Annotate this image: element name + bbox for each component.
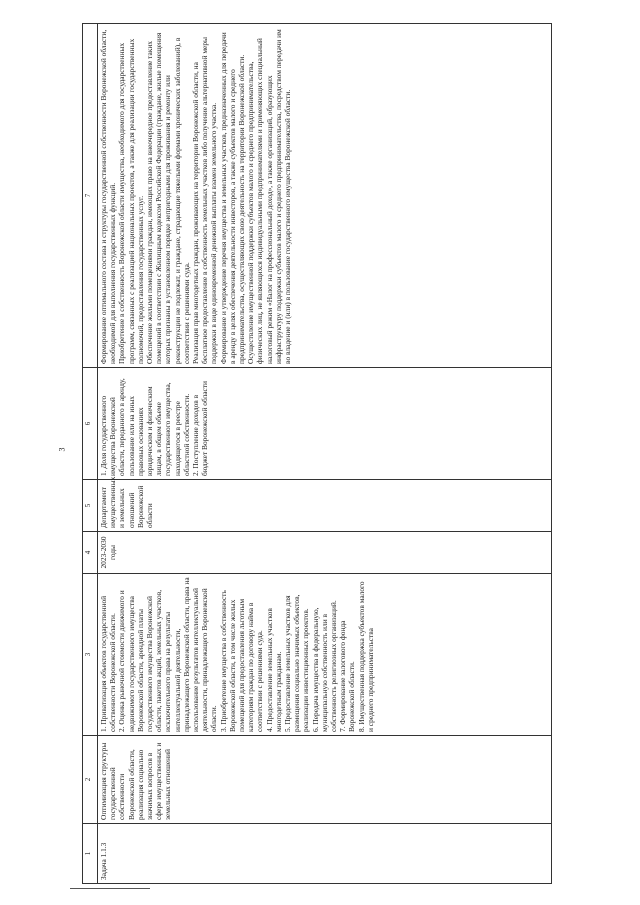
header-col-4: 4 <box>83 532 98 574</box>
measure-item: 1. Приватизация объектов государственной собственности Воронежской области. <box>99 595 118 732</box>
footer-rule <box>70 888 150 889</box>
table-header-row <box>83 24 98 884</box>
indicator-item: 1. Доля государственного имущества Воронежской области, переданного в аренду, пользование или на иных правовых основаниях юридическим и физическим лицам, в общем объеме государственного имущества, находящегося в реестре областной собственности. <box>99 378 191 476</box>
page-number: 3 <box>57 447 67 452</box>
result-item: Приобретение в собственность Воронежской области имущества, необходимого для государственных программ, связанных с реализацией национальных проектов, а также для реализации государственных полномочий, предоставления государственных услуг. <box>117 38 145 364</box>
header-col-3: 3 <box>83 574 98 736</box>
indicators-cell <box>98 368 552 480</box>
task-cell: Задача 1.1.3 <box>98 824 552 884</box>
result-item: Осуществление имущественной поддержки субъектов малого и среднего предпринимательства, физических лиц, не являющихся индивидуальными предпринимателями и применяющих специальный налоговый режим «Налог на профессиональный доход», а также организаций, образующих инфраструктуру поддержки субъектов малого и среднего предпринимательства, посредством передачи им во владение и (или) в пользование государственного имущества Воронежской области. <box>246 29 293 364</box>
measures-cell <box>98 574 552 736</box>
measure-item: 5. Предоставление земельных участков для размещения социально значимых объектов, реализации инвестиционных проектов. <box>283 594 311 732</box>
result-item: Обеспечение жилыми помещениями граждан, имеющих право на внеочередное предоставление таких помещений в соответствии с Жилищным кодексом Российской Федерации (граждане, жилые помещения которых признаны в установленном порядке непригодными для проживания и ремонту или реконструкции не подлежат, и граждане, страдающие тяжелыми формами хронических заболеваний), в соответствии с решениями суда. <box>145 32 191 364</box>
measure-item: 2. Оценка рыночной стоимости движимого и недвижимого государственного имущества Воронежской области, арендной платы государственного имущества Воронежской области, пакетов акций, земельных участков, исключительного права на результаты интеллектуальной деятельности, принадлежащего Воронежской области, права на использование результатов интеллектуальной деятельности, принадлежащего Воронежской области. <box>117 577 219 732</box>
goal-cell: Оптимизация структуры государственной собственности Воронежской области, реализация социально значимых вопросов в сфере имущественных и земельных отношений <box>98 736 552 824</box>
indicator-item: 2. Поступление доходов в бюджет Воронежской области <box>191 381 210 476</box>
measure-item: 3. Приобретение имущества в собственность Воронежской области, в том числе жилых помещений для предоставления льготным категориям граждан по договору найма в соответствии с решениями суда. <box>218 590 265 732</box>
results-cell <box>98 24 552 368</box>
result-item: Формирование оптимального состава и структуры государственной собственности Воронежской области, необходимой для выполнения государственных функций. <box>99 29 118 364</box>
table-row <box>98 24 552 884</box>
program-table <box>82 23 552 884</box>
measure-item: 8. Имущественная поддержка субъектов малого и среднего предпринимательства <box>356 581 375 732</box>
header-col-5: 5 <box>83 480 98 532</box>
result-item: Реализация прав многодетных граждан, проживающих на территории Воронежской области, на бесплатное предоставление в собственность земельных участков либо получение альтернативной меры поддержки в виде единовременной денежной выплаты взамен земельного участка. <box>191 37 219 364</box>
header-col-7: 7 <box>83 24 98 368</box>
period-cell: 2023-2030 годы <box>98 532 552 574</box>
measure-item: 4. Предоставление земельных участков многодетным гражданам. <box>264 608 283 732</box>
measure-item: 7. Формирование залогового фонда Воронежской области. <box>338 620 357 732</box>
result-item: Формирование и утверждение перечня имущества и земельных участков, предназначенных для передачи в аренду в целях обеспечения деятельности инвесторов, а также субъектов малого и среднего предпринимательства, осуществляющих свою деятельность на территории Воронежской области. <box>218 32 247 364</box>
header-col-2: 2 <box>83 736 98 824</box>
header-col-6: 6 <box>83 368 98 480</box>
header-col-1: 1 <box>83 824 98 884</box>
measure-item: 6. Передача имущества в федеральную, муниципальную собственность или в собственность религиозных организаций. <box>310 600 339 732</box>
rotated-table-wrapper <box>82 24 552 884</box>
executor-cell: Департамент имущественных и земельных отношений Воронежской области <box>98 480 552 532</box>
